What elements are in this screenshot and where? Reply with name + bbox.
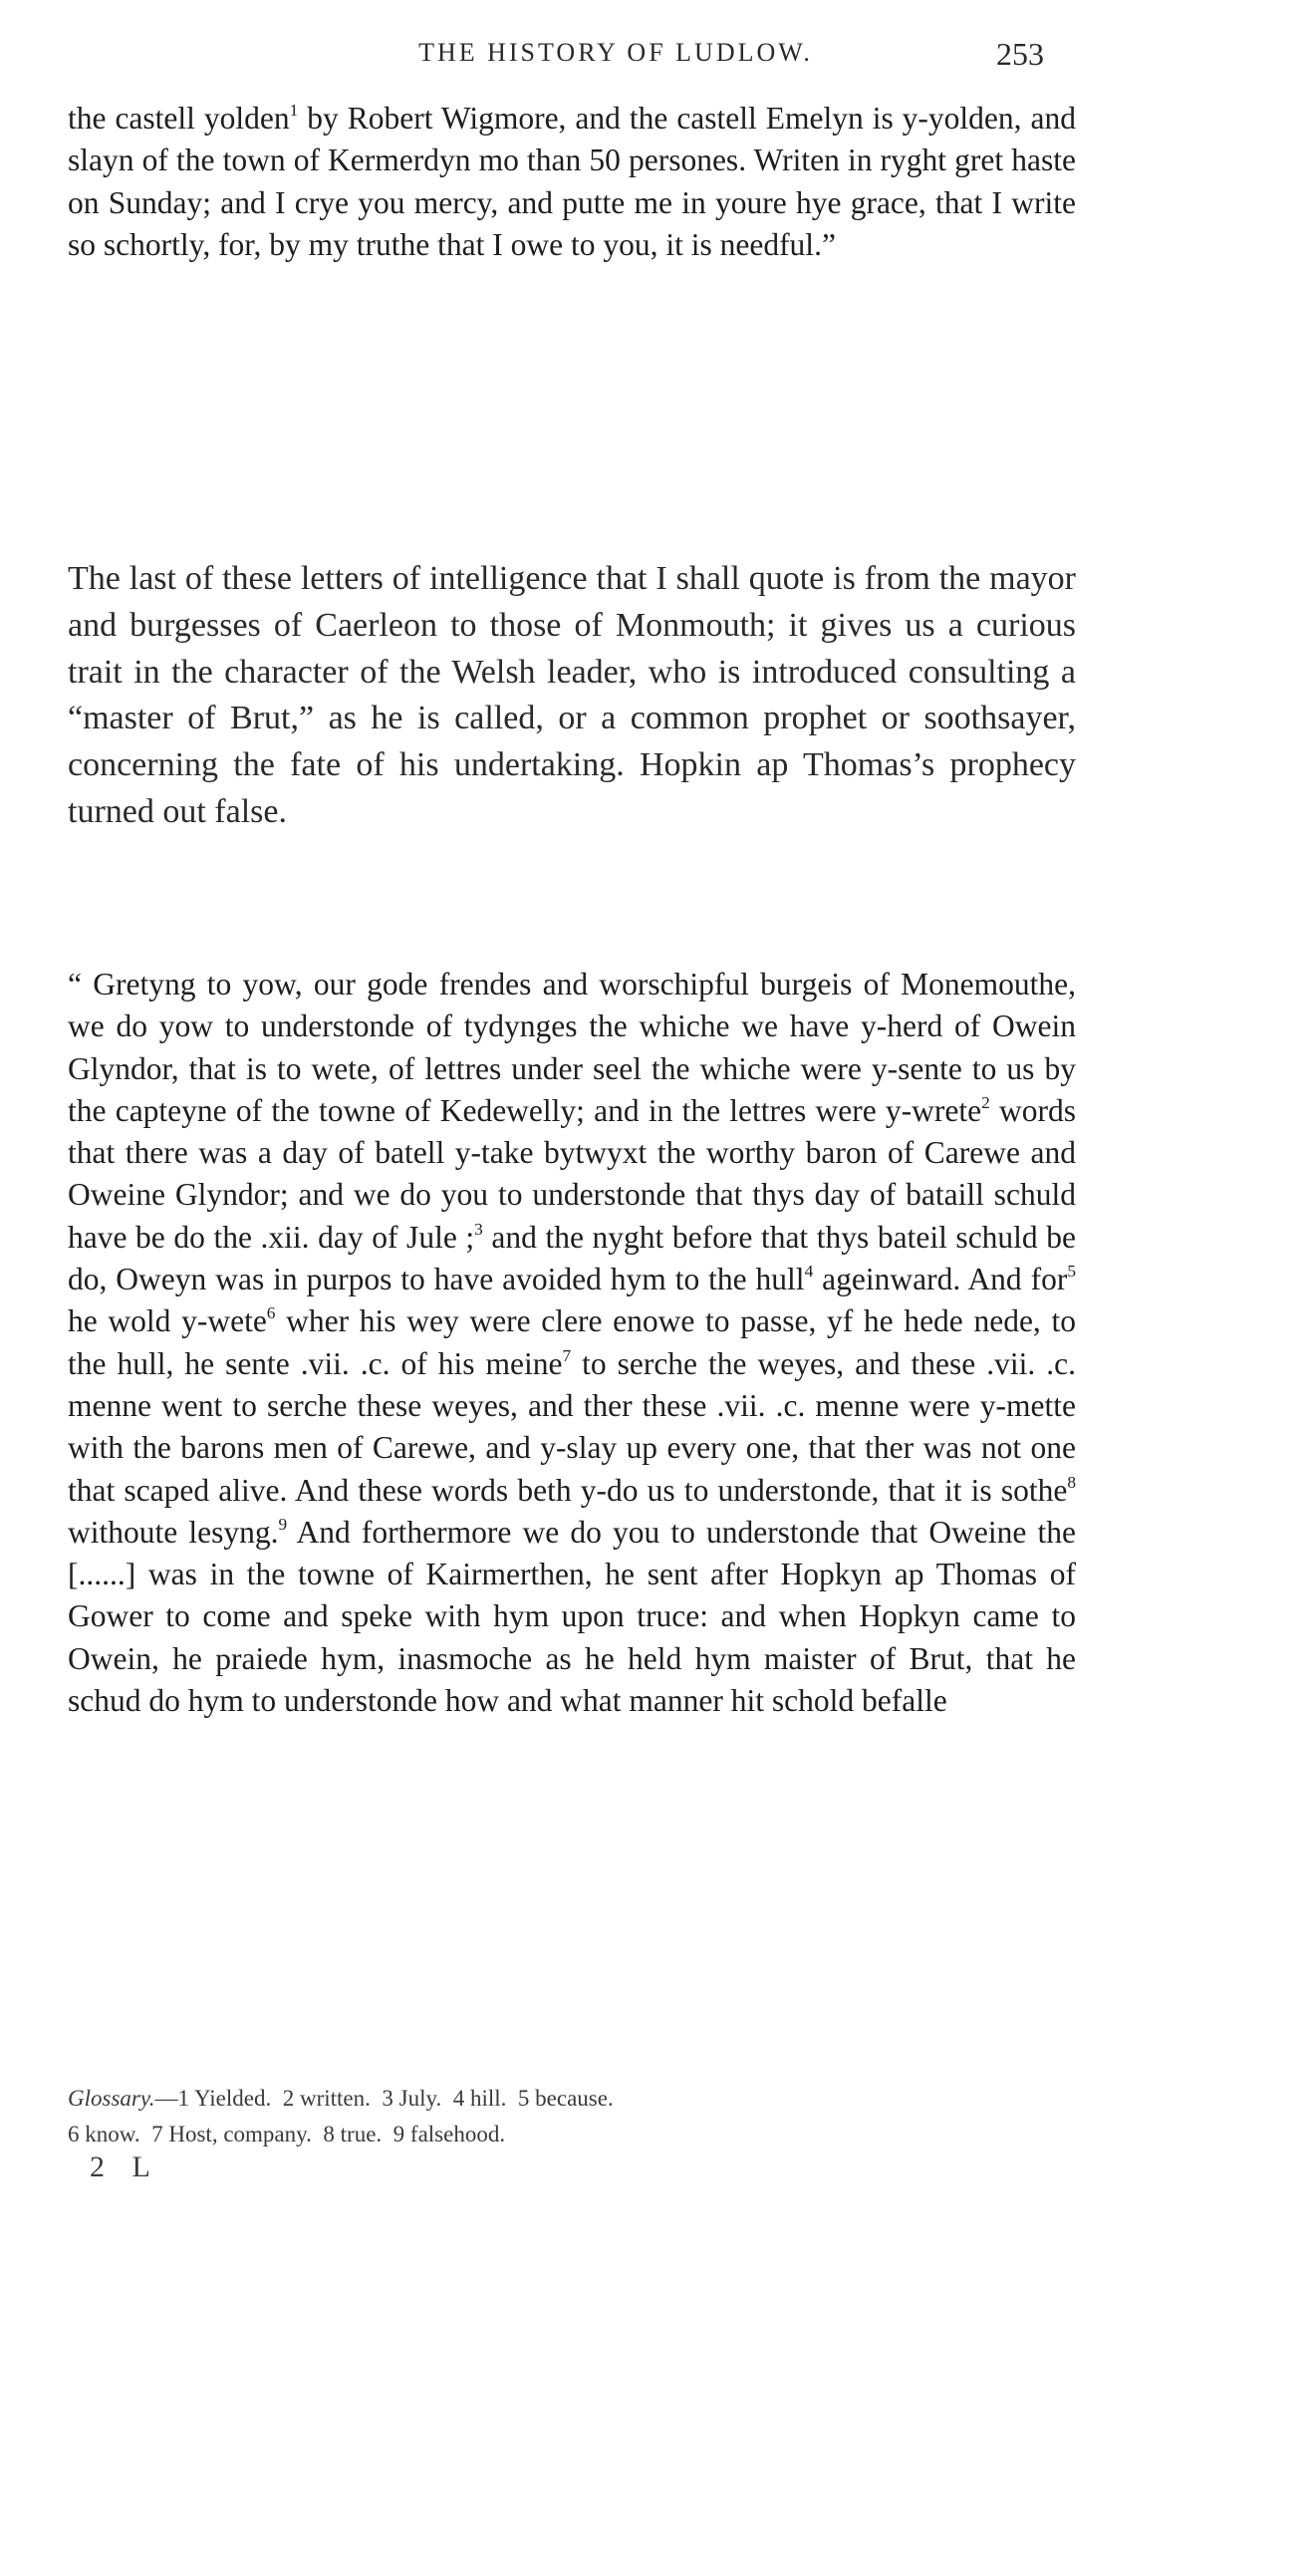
glossary-entry: 8 true. <box>323 2122 383 2147</box>
footnote-ref: 6 <box>266 1303 276 1323</box>
footnote-ref: 7 <box>562 1345 572 1365</box>
text-run: words that there was a day of batell y-take bytwyxt the worthy baron of Carewe and Oweine Glyndor; and we do you to understonde that thys day of bataill schuld have be do the .xii. day of Jule ; <box>68 1092 1077 1255</box>
commentary-paragraph: The last of these letters of intelligence that I shall quote is from the mayor and burgesses of Caerleon to those of Monmouth; it gives us a curious trait in the character of the Welsh leader, who is introduced consulting a “master of Brut,” as he is called, or a common prophet or soothsayer, concerning the fate of his undertaking. Hopkin ap Thomas’s prophecy turned out false. <box>68 560 1076 830</box>
page-header <box>0 38 1096 78</box>
text-run: And forthermore we do you to understonde that Oweine the [......] was in the towne of Kairmerthen, he sent after Hopkyn ap Thomas of Gower to come and speke with hym upon truce: and when Hopkyn came to Owein, he praiede hym, inasmoche as he held hym maister of Brut, that he schud do hym to understonde how and what manner hit schold befalle <box>68 1514 1076 1719</box>
glossary-entry: 9 falsehood. <box>392 2122 506 2147</box>
glossary-entry: 6 know. <box>68 2122 140 2147</box>
text-run: he wold y-wete <box>68 1303 267 1339</box>
footnote-ref: 9 <box>278 1514 288 1534</box>
letter-continuation-paragraph <box>68 98 1076 266</box>
footnote-ref: 2 <box>981 1092 990 1112</box>
text-run: “ Gretyng to yow, our gode frendes and worschipful burgeis of Monemouthe, we do yow to understonde of tydynges the whiche we have y-herd of Owein Glyndor, that is to wete, of lettres under seel the whiche were y-sente to us by the capteyne of the towne of Kedewelly; and in the lettres were y-wrete <box>68 967 1076 1128</box>
footnote-ref: 5 <box>1067 1262 1076 1282</box>
glossary-entry: 3 July. <box>382 2086 442 2111</box>
glossary-entry: 2 written. <box>282 2086 371 2111</box>
text-run: by Robert Wigmore, and the castell Emelyn is y-yolden, and slayn of the town of Kermerdyn mo than 50 persones. Writen in ryght gret haste on Sunday; and I crye you mercy, and putte me in youre hye grace, that I write so schortly, for, by my truthe that I owe to you, it is needful.” <box>68 101 1076 262</box>
glossary-footnotes <box>68 2081 1124 2152</box>
glossary-line-1 <box>68 2081 1124 2117</box>
text-run: the castell yolden <box>68 101 290 136</box>
glossary-entry: 5 because. <box>517 2086 614 2111</box>
glossary-line-2 <box>68 2117 1124 2152</box>
footnote-ref: 8 <box>1067 1472 1076 1492</box>
glossary-entry: 4 hill. <box>452 2086 507 2111</box>
signature-mark: 2 L <box>90 2150 160 2183</box>
page-number: 253 <box>996 36 1044 72</box>
footnote-ref: 3 <box>474 1219 483 1239</box>
text-run: wher his wey were clere enowe to passe, yf he hede nede, to the hull, he sente .vii. .c. of his meine <box>68 1303 1076 1381</box>
running-title: THE HISTORY OF LUDLOW. <box>418 38 813 67</box>
text-run: withoute lesyng. <box>68 1514 279 1550</box>
glossary-label: Glossary. <box>68 2086 155 2111</box>
text-run: and the nyght before that thys bateil schuld be do, Oweyn was in purpos to have avoided hym to the hull <box>68 1219 1076 1297</box>
letter-paragraph <box>68 964 1076 1722</box>
footnote-ref: 4 <box>804 1262 814 1282</box>
glossary-entry: 7 Host, company. <box>151 2122 312 2147</box>
footnote-ref: 1 <box>289 101 299 121</box>
text-run: to serche the weyes, and these .vii. .c. menne went to serche these weyes, and ther these .vii. .c. menne were y-mette with the barons men of Carewe, and y-slay up every one, that ther was not one that scaped alive. And these words beth y-do us to understonde, that it is sothe <box>68 1345 1076 1508</box>
glossary-entry: —1 Yielded. <box>154 2086 272 2111</box>
text-run: ageinward. And for <box>813 1262 1068 1297</box>
